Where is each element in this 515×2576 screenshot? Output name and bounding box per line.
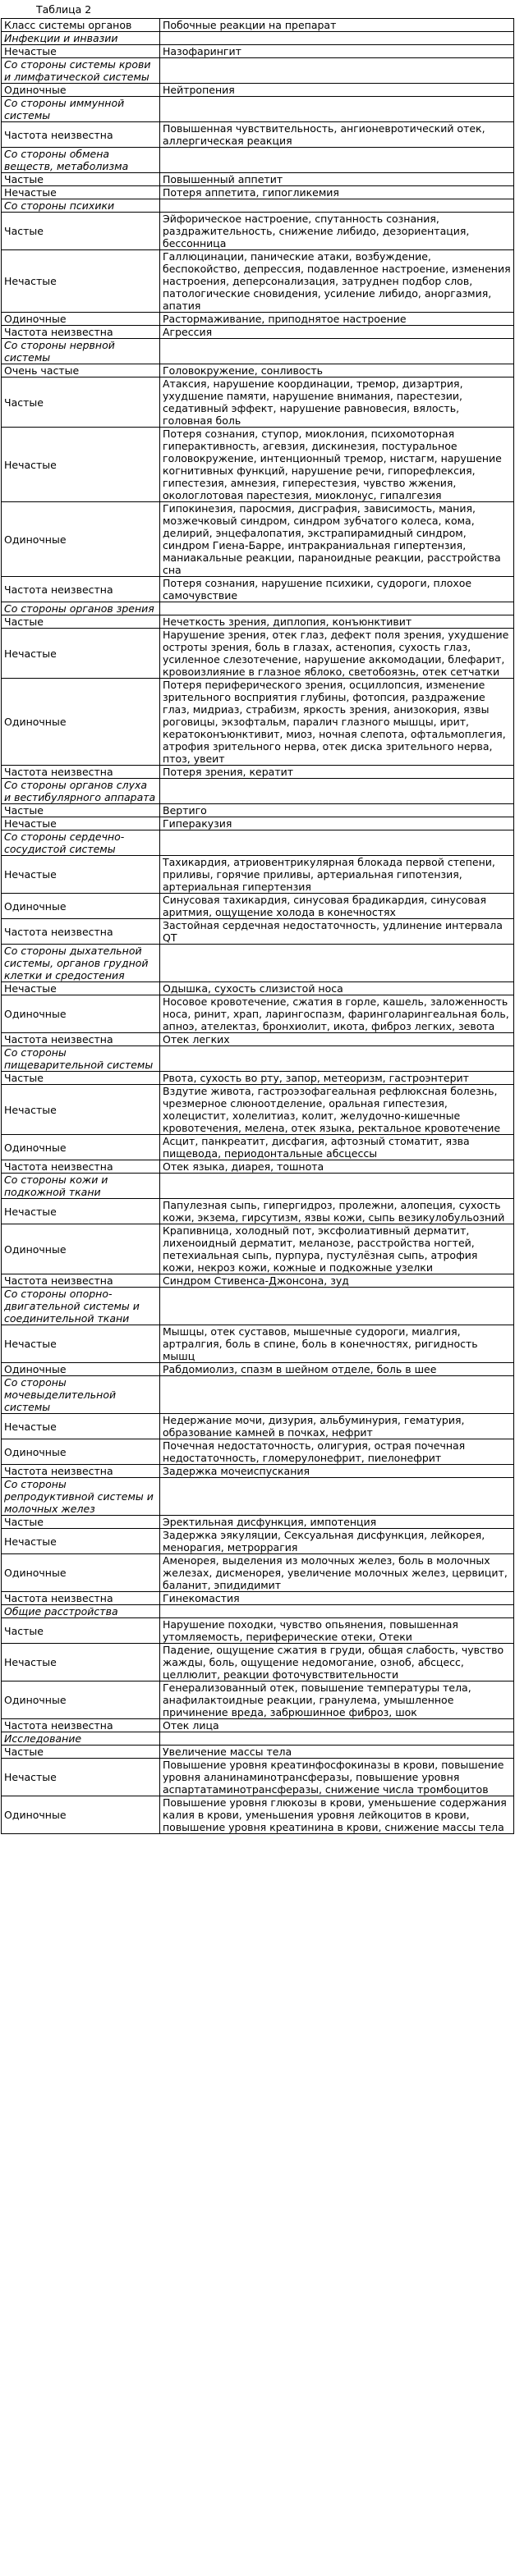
table-row (2, 1592, 514, 1605)
table-row (2, 173, 514, 186)
reactions-cell: Потеря периферического зрения, осциллопсия, изменение зрительного восприятия глубины, фотопсия, раздражение глаз, мидриаз, страбизм, яркость зрения, анизокория, язвы роговицы, экзофтальм, паралич глазного мышцы, ирит, кератоконъюнктивит, миоз, ночная слепота, офтальмоплегия, атрофия зрительного нерва, отек диска зрительного нерва, птоз, увеит (160, 679, 514, 766)
section-row (2, 1478, 514, 1516)
table-row (2, 377, 514, 428)
reactions-cell: Повышенный аппетит (160, 173, 514, 186)
reactions-cell: Вздутие живота, гастроэзофагеальная рефлюксная болезнь, чрезмерное слюноотделение, оральная гипестезия, холецистит, холелитиаз, колит, желудочно-кишечные кровотечения, мелена, отек языка, ректальное кровотечение (160, 1085, 514, 1135)
table-row (2, 1681, 514, 1719)
section-row (2, 97, 514, 122)
reactions-cell: Потеря сознания, нарушение психики, судороги, плохое самочувствие (160, 577, 514, 602)
table-row (2, 122, 514, 148)
table-caption: Таблица 2 (36, 3, 92, 16)
reactions-cell: Повышение уровня глюкозы в крови, уменьшение содержания калия в крови, уменьшения уровня лейкоцитов в крови, повышение уровня креатинина в крови, снижение массы тела (160, 1796, 514, 1834)
frequency-cell: Нечастые (2, 629, 160, 679)
table-row (2, 577, 514, 602)
table-row (2, 84, 514, 97)
table-row (2, 364, 514, 377)
table-row (2, 1554, 514, 1592)
table-row (2, 213, 514, 250)
frequency-cell: Частота неизвестна (2, 1274, 160, 1288)
table-row (2, 1759, 514, 1796)
table-body (2, 32, 514, 1834)
section-title: Исследование (2, 1732, 160, 1746)
frequency-cell: Частота неизвестна (2, 766, 160, 779)
section-title: Со стороны психики (2, 199, 160, 213)
reactions-cell: Атаксия, нарушение координации, тремор, дизартрия, ухудшение памяти, нарушение внимания, парестезии, седативный эффект, нарушение равновесия, вялость, головная боль (160, 377, 514, 428)
table-row (2, 1529, 514, 1554)
frequency-cell: Частота неизвестна (2, 1465, 160, 1478)
frequency-cell: Частота неизвестна (2, 1033, 160, 1046)
table-row (2, 1618, 514, 1644)
section-row (2, 199, 514, 213)
reactions-cell: Носовое кровотечение, сжатия в горле, кашель, заложенность носа, ринит, храп, ларингоспазм, фаринголарингеальная боль, апноэ, ателектаз, бронхиолит, икота, фиброз легких, зевота (160, 995, 514, 1033)
reactions-cell: Аменорея, выделения из молочных желез, боль в молочных железах, дисменорея, увеличение молочных желез, цервицит, баланит, эпидидимит (160, 1554, 514, 1592)
table-row (2, 186, 514, 199)
reactions-cell: Крапивница, холодный пот, эксфолиативный дерматит, лихеноидный дерматит, меланозе, расстройства ногтей, петехиальная сыпь, пурпура, пустулёзная сыпь, атрофия кожи, некроз кожи, кожные и подкожные узелки (160, 1224, 514, 1274)
frequency-cell: Одиночные (2, 995, 160, 1033)
table-header-row (2, 19, 514, 32)
reactions-cell: Синусовая тахикардия, синусовая брадикардия, синусовая аритмия, ощущение холода в конечностях (160, 894, 514, 919)
section-title: Со стороны кожи и подкожной ткани (2, 1174, 160, 1199)
table-row (2, 428, 514, 502)
section-title: Со стороны обмена веществ, метаболизма (2, 148, 160, 173)
table-row (2, 326, 514, 339)
frequency-cell: Нечастые (2, 1644, 160, 1681)
table-row (2, 804, 514, 817)
reactions-cell (160, 1478, 514, 1516)
table-row (2, 1224, 514, 1274)
frequency-cell: Частые (2, 804, 160, 817)
section-title: Со стороны системы крови и лимфатической системы (2, 58, 160, 84)
section-row (2, 830, 514, 856)
reactions-cell: Повышение уровня креатинфосфокиназы в крови, повышение уровня аланинаминотрансферазы, повышение уровня аспартатаминотрансферазы, снижение числа тромбоцитов (160, 1759, 514, 1796)
frequency-cell: Частота неизвестна (2, 577, 160, 602)
reactions-cell (160, 779, 514, 804)
reactions-cell: Потеря зрения, кератит (160, 766, 514, 779)
reactions-cell: Отек лица (160, 1719, 514, 1732)
section-row (2, 32, 514, 45)
table-row (2, 1160, 514, 1174)
reactions-cell: Гинекомастия (160, 1592, 514, 1605)
reactions-cell (160, 945, 514, 982)
reactions-cell (160, 1288, 514, 1325)
section-title: Со стороны сердечно-сосудистой системы (2, 830, 160, 856)
section-row (2, 1376, 514, 1414)
reactions-cell (160, 1732, 514, 1746)
reactions-cell: Нейтропения (160, 84, 514, 97)
frequency-cell: Частые (2, 1516, 160, 1529)
reactions-cell (160, 602, 514, 615)
frequency-cell: Частота неизвестна (2, 326, 160, 339)
reactions-cell: Эйфорическое настроение, спутанность сознания, раздражительность, снижение либидо, дезориентация, бессонница (160, 213, 514, 250)
section-row (2, 1046, 514, 1072)
section-title: Со стороны нервной системы (2, 339, 160, 364)
frequency-cell: Частота неизвестна (2, 1592, 160, 1605)
section-row (2, 1732, 514, 1746)
section-row (2, 1288, 514, 1325)
frequency-cell: Одиночные (2, 679, 160, 766)
reactions-cell: Генерализованный отек, повышение температуры тела, анафилактоидные реакции, гранулема, умышленное причинение вреда, забрюшинное фиброз, шок (160, 1681, 514, 1719)
table-row (2, 1072, 514, 1085)
reactions-cell: Увеличение массы тела (160, 1746, 514, 1759)
table-row (2, 250, 514, 313)
section-title: Со стороны дыхательной системы, органов грудной клетки и средостения (2, 945, 160, 982)
table-row (2, 982, 514, 995)
reactions-cell: Вертиго (160, 804, 514, 817)
frequency-cell: Очень частые (2, 364, 160, 377)
reactions-cell (160, 1605, 514, 1618)
table-row (2, 1363, 514, 1376)
reactions-cell (160, 830, 514, 856)
section-row (2, 945, 514, 982)
reactions-cell: Задержка эякуляции, Сексуальная дисфункция, лейкорея, менорагия, метроррагия (160, 1529, 514, 1554)
table-row (2, 502, 514, 577)
frequency-cell: Частые (2, 1746, 160, 1759)
reactions-cell: Рвота, сухость во рту, запор, метеоризм, гастроэнтерит (160, 1072, 514, 1085)
table-row (2, 1199, 514, 1224)
reactions-cell: Асцит, панкреатит, дисфагия, афтозный стоматит, язва пищевода, периодонтальные абсцессы (160, 1135, 514, 1160)
frequency-cell: Одиночные (2, 1439, 160, 1465)
reactions-cell: Мышцы, отек суставов, мышечные судороги, миалгия, артралгия, боль в спине, боль в конечностях, ригидность мышц (160, 1325, 514, 1363)
reactions-cell: Задержка мочеиспускания (160, 1465, 514, 1478)
section-title: Со стороны органов слуха и вестибулярного аппарата (2, 779, 160, 804)
section-title: Со стороны органов зрения (2, 602, 160, 615)
reactions-cell: Потеря аппетита, гипогликемия (160, 186, 514, 199)
frequency-cell: Нечастые (2, 428, 160, 502)
frequency-cell: Нечастые (2, 1085, 160, 1135)
reactions-cell (160, 1174, 514, 1199)
section-row (2, 779, 514, 804)
frequency-cell: Частота неизвестна (2, 1719, 160, 1732)
reactions-cell: Потеря сознания, ступор, миоклония, психомоторная гиперактивность, агевзия, дискинезия, постуральное головокружение, интенционный тремор, нистагм, нарушение когнитивных функций, нарушение речи, гипорефлексия, гипестезия, амнезия, гиперестезия, чувство жжения, окологлотовая парестезия, миоклонус, гипалгезия (160, 428, 514, 502)
reactions-cell: Падение, ощущение сжатия в груди, общая слабость, чувство жажды, боль, ощущение недомогание, озноб, абсцесс, целлюлит, реакции фоточувствительности (160, 1644, 514, 1681)
section-title: Инфекции и инвазии (2, 32, 160, 45)
reactions-cell (160, 97, 514, 122)
table-row (2, 1465, 514, 1478)
reactions-cell: Головокружение, сонливость (160, 364, 514, 377)
table-row (2, 1135, 514, 1160)
frequency-cell: Одиночные (2, 84, 160, 97)
frequency-cell: Нечастые (2, 982, 160, 995)
reactions-cell (160, 1046, 514, 1072)
table-row (2, 1644, 514, 1681)
reactions-cell (160, 199, 514, 213)
frequency-cell: Одиночные (2, 1363, 160, 1376)
frequency-cell: Одиночные (2, 1796, 160, 1834)
frequency-cell: Одиночные (2, 1224, 160, 1274)
frequency-cell: Нечастые (2, 1199, 160, 1224)
frequency-cell: Нечастые (2, 1414, 160, 1439)
section-title: Со стороны репродуктивной системы и молочных желез (2, 1478, 160, 1516)
table-row (2, 919, 514, 945)
section-title: Со стороны иммунной системы (2, 97, 160, 122)
reactions-cell: Агрессия (160, 326, 514, 339)
reactions-cell: Застойная сердечная недостаточность, удлинение интервала QT (160, 919, 514, 945)
frequency-cell: Нечастые (2, 250, 160, 313)
reactions-cell: Рабдомиолиз, спазм в шейном отделе, боль в шее (160, 1363, 514, 1376)
reactions-cell: Нечеткость зрения, диплопия, конъюнктивит (160, 615, 514, 629)
table-row (2, 629, 514, 679)
reactions-cell: Отек языка, диарея, тошнота (160, 1160, 514, 1174)
reactions-cell: Тахикардия, атриовентрикулярная блокада первой степени, приливы, горячие приливы, артериальная гипотензия, артериальная гипертензия (160, 856, 514, 894)
reactions-cell (160, 32, 514, 45)
frequency-cell: Нечастые (2, 1325, 160, 1363)
frequency-cell: Одиночные (2, 313, 160, 326)
frequency-cell: Нечастые (2, 856, 160, 894)
reactions-cell: Назофарингит (160, 45, 514, 58)
reactions-cell: Эректильная дисфункция, импотенция (160, 1516, 514, 1529)
table-row (2, 679, 514, 766)
frequency-cell: Частые (2, 213, 160, 250)
reactions-cell: Почечная недостаточность, олигурия, острая почечная недостаточность, гломерулонефрит, пиелонефрит (160, 1439, 514, 1465)
frequency-cell: Нечастые (2, 1529, 160, 1554)
table-row (2, 1516, 514, 1529)
section-title: Со стороны мочевыделительной системы (2, 1376, 160, 1414)
section-row (2, 339, 514, 364)
table-row (2, 1325, 514, 1363)
table-row (2, 1414, 514, 1439)
frequency-cell: Частые (2, 1618, 160, 1644)
frequency-cell: Одиночные (2, 502, 160, 577)
frequency-cell: Нечастые (2, 1759, 160, 1796)
reactions-cell: Гиперакузия (160, 817, 514, 830)
table-row (2, 995, 514, 1033)
frequency-cell: Нечастые (2, 186, 160, 199)
frequency-cell: Частота неизвестна (2, 122, 160, 148)
frequency-cell: Частые (2, 615, 160, 629)
table-row (2, 1719, 514, 1732)
frequency-cell: Одиночные (2, 894, 160, 919)
reactions-cell: Недержание мочи, дизурия, альбуминурия, гематурия, образование камней в почках, нефрит (160, 1414, 514, 1439)
frequency-cell: Частые (2, 173, 160, 186)
reactions-cell: Синдром Стивенса-Джонсона, зуд (160, 1274, 514, 1288)
table-row (2, 894, 514, 919)
reactions-cell: Галлюцинации, панические атаки, возбуждение, беспокойство, депрессия, подавленное настроение, изменения настроения, деперсонализация, затруднен подбор слов, патологические сновидения, усиление либидо, аноргазмия, апатия (160, 250, 514, 313)
table-row (2, 1274, 514, 1288)
reactions-cell: Нарушение походки, чувство опьянения, повышенная утомляемость, периферические отеки, Отеки (160, 1618, 514, 1644)
section-row (2, 1605, 514, 1618)
reactions-cell: Нарушение зрения, отек глаз, дефект поля зрения, ухудшение остроты зрения, боль в глазах, астенопия, сухость глаз, усиленное слезотечение, нарушение аккомодации, блефарит, кровоизлияние в глазное яблоко, светобоязнь, отек сетчатки (160, 629, 514, 679)
frequency-cell: Одиночные (2, 1681, 160, 1719)
section-title: Со стороны опорно-двигательной системы и соединительной ткани (2, 1288, 160, 1325)
reactions-cell: Папулезная сыпь, гипергидроз, пролежни, алопеция, сухость кожи, экзема, гирсутизм, язвы кожи, сыпь везикулобульозний (160, 1199, 514, 1224)
reactions-cell (160, 1376, 514, 1414)
frequency-cell: Нечастые (2, 817, 160, 830)
table-row (2, 615, 514, 629)
section-title: Общие расстройства (2, 1605, 160, 1618)
table-row (2, 766, 514, 779)
reactions-cell: Гипокинезия, паросмия, дисграфия, зависимость, мания, мозжечковый синдром, синдром зубчатого колеса, кома, делирий, энцефалопатия, экстрапирамидный синдром, синдром Гиена-Барре, интракраниальная гипертензия, маниакальные реакции, параноидные реакции, расстройства сна (160, 502, 514, 577)
table-row (2, 1439, 514, 1465)
frequency-cell: Одиночные (2, 1135, 160, 1160)
frequency-cell: Нечастые (2, 45, 160, 58)
section-title: Со стороны пищеварительной системы (2, 1046, 160, 1072)
reactions-cell: Повышенная чувствительность, ангионевротический отек, аллергическая реакция (160, 122, 514, 148)
table-row (2, 856, 514, 894)
table-row (2, 1085, 514, 1135)
table-row (2, 1796, 514, 1834)
table-row (2, 1033, 514, 1046)
section-row (2, 148, 514, 173)
frequency-cell: Частые (2, 1072, 160, 1085)
reactions-cell: Одышка, сухость слизистой носа (160, 982, 514, 995)
frequency-cell: Частота неизвестна (2, 919, 160, 945)
table-row (2, 1746, 514, 1759)
reactions-cell: Отек легких (160, 1033, 514, 1046)
header-adverse-reactions: Побочные реакции на препарат (160, 19, 514, 32)
reactions-cell (160, 58, 514, 84)
section-row (2, 602, 514, 615)
reactions-cell: Растормаживание, приподнятое настроение (160, 313, 514, 326)
frequency-cell: Одиночные (2, 1554, 160, 1592)
table-row (2, 817, 514, 830)
section-row (2, 1174, 514, 1199)
table-row (2, 313, 514, 326)
reactions-cell (160, 148, 514, 173)
frequency-cell: Частые (2, 377, 160, 428)
adverse-reactions-table (1, 18, 514, 1834)
header-organ-class: Класс системы органов (2, 19, 160, 32)
frequency-cell: Частота неизвестна (2, 1160, 160, 1174)
section-row (2, 58, 514, 84)
reactions-cell (160, 339, 514, 364)
table-row (2, 45, 514, 58)
